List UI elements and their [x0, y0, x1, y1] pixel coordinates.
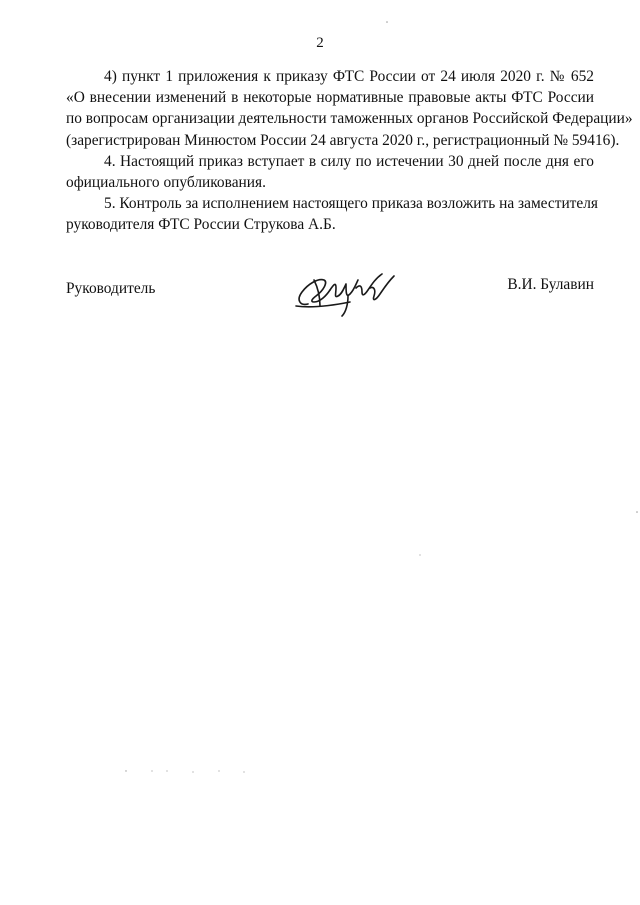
text-line: 5. Контроль за исполнением настоящего приказа возложить на заместителя	[104, 195, 599, 213]
page-number: 2	[316, 35, 324, 51]
paragraph-effective-date	[66, 151, 594, 193]
text-line: руководителя ФТС России Струкова А.Б.	[66, 216, 336, 234]
text-line: «О внесении изменений в некоторые нормативные правовые акты ФТС России	[66, 89, 594, 107]
paragraph-control	[66, 193, 599, 235]
text-line: 4. Настоящий приказ вступает в силу по истечении 30 дней после дня его	[104, 152, 594, 170]
document-body	[66, 66, 633, 236]
handwritten-signature	[290, 266, 400, 320]
text-line: официального опубликования.	[66, 174, 266, 192]
signature-block	[66, 274, 594, 314]
signatory-position: Руководитель	[66, 280, 156, 297]
text-line: 4) пункт 1 приложения к приказу ФТС России от 24 июля 2020 г. № 652	[104, 68, 594, 85]
paragraph-item-4-subpoint	[66, 66, 633, 151]
text-line: по вопросам организации деятельности таможенных органов Российской Федерации»	[66, 110, 633, 128]
text-line: (зарегистрирован Минюстом России 24 августа 2020 г., регистрационный № 59416).	[66, 131, 620, 149]
signatory-name: В.И. Булавин	[507, 276, 594, 293]
